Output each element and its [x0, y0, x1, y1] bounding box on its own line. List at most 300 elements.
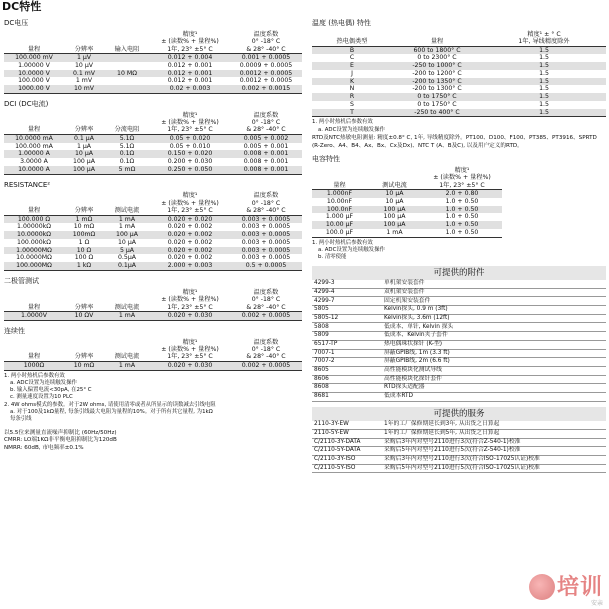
column-header: 测试电流 — [104, 192, 150, 215]
table-cell: 1.5 — [539, 85, 549, 93]
list-item — [312, 392, 606, 401]
item-description: 屏蔽GPIB线, 2m (6.6 ft) — [382, 358, 606, 367]
list-item — [312, 384, 606, 393]
footnote: 1. 两小时热机后参数有效 — [312, 119, 373, 126]
table-cell: 0.012 + 0.001 — [167, 77, 213, 85]
table-row — [312, 62, 606, 70]
table-cell: 100.000 mV — [4, 54, 64, 62]
table-cell: 1.0 + 0.50 — [445, 213, 479, 221]
footnote: a. ADC设置为连续触发操作 — [318, 126, 385, 133]
table-cell: -250 to 1000° C — [392, 62, 482, 70]
table-cell: 10 Ω — [64, 247, 104, 255]
table-row — [312, 101, 606, 109]
resistance-table — [4, 192, 302, 271]
column-header: 分流电阻 — [104, 112, 150, 135]
table-cell: 1.5 — [482, 109, 606, 117]
table-row — [4, 231, 302, 239]
list-item — [312, 306, 606, 315]
table-cell: 1.0 + 0.50 — [422, 221, 502, 229]
table-cell: 5 mΩ — [104, 166, 150, 174]
table-row — [312, 85, 606, 93]
table-row — [4, 143, 302, 151]
item-code: C/2110-5Y-DATA — [312, 447, 382, 456]
column-header: 温度系数 0° -18° C & 28° -40° C — [230, 289, 302, 312]
watermark-logo-icon — [529, 574, 555, 600]
table-cell: 1 mA — [118, 223, 136, 231]
item-description: 低成本RTD — [382, 392, 606, 401]
table-cell: 0 to 1750° C — [417, 100, 457, 108]
table-cell: 0.1 μA — [64, 134, 104, 142]
column-header: 温度系数 0° -18° C & 28° -40° C — [230, 112, 302, 135]
table-cell: 0.250 + 0.050 — [150, 166, 230, 174]
table-row — [312, 221, 502, 229]
column-header: 温度系数 0° -18° C & 28° -40° C — [230, 192, 302, 215]
table-cell: 0.003 + 0.0005 — [241, 254, 291, 262]
table-cell: 1 mA — [104, 312, 150, 321]
table-row — [312, 190, 502, 198]
table-cell: 0.1 mV — [64, 70, 104, 78]
list-item — [312, 288, 606, 297]
table-cell: 10 μA — [117, 238, 136, 246]
table-header-row — [312, 31, 606, 46]
table-cell: -250 to 400° C — [392, 109, 482, 117]
table-cell: 0.150 + 0.020 — [150, 150, 230, 158]
table-cell: 1 mA — [104, 361, 150, 370]
table-cell: 10 ΩV — [64, 312, 104, 321]
table-cell: 0.1Ω — [119, 158, 135, 166]
column-header: 测试电流 — [367, 167, 422, 190]
footnote: b. 清零使能 — [318, 254, 347, 261]
table-cell: 1.5 — [539, 100, 549, 108]
services-list — [312, 421, 606, 474]
table-cell: B — [312, 46, 392, 54]
item-description: 采购后3年内对型号2110进行3次(符合ISO-17025认证)校准 — [382, 455, 606, 464]
table-cell: 10.0000 V — [4, 70, 64, 78]
table-cell: 10.0000 A — [4, 166, 64, 174]
column-header: 量程 — [392, 31, 482, 46]
table-cell: 100 Ω — [74, 254, 94, 262]
footnote: a. ADC设置为连续触发操作 — [10, 379, 77, 386]
table-cell: 10 mΩ — [64, 361, 104, 370]
table-header-row — [4, 339, 302, 362]
table-cell: 0.020 + 0.030 — [150, 361, 230, 370]
item-description: 低成本、Kelvin夹子套件 — [382, 332, 606, 341]
table-row — [4, 254, 302, 262]
table-cell: 1.0 + 0.50 — [422, 229, 502, 237]
table-cell: T — [312, 109, 392, 117]
table-cell: 10 μV — [74, 61, 93, 69]
footnote: 1. 两小时热机后参数有效 — [312, 239, 373, 246]
item-description: 1年的工厂保修期延长到5年, 从出货之日算起 — [382, 429, 606, 438]
table-cell: 100mΩ — [64, 231, 104, 239]
table-row — [4, 239, 302, 247]
table-cell: 0.008 + 0.001 — [230, 166, 302, 174]
paragraph-line: 以5.5位来测量直流噪声抑制比 (60Hz/50Hz) — [4, 429, 117, 436]
table-cell: 100 μA — [73, 158, 95, 166]
column-header: 测试电流 — [104, 289, 150, 312]
table-cell: 0.1Ω — [104, 150, 150, 158]
table-cell: 10 mV — [64, 85, 104, 93]
table-cell: 0.008 + 0.001 — [230, 150, 302, 158]
column-header: 精度¹ ± (读数% + 量程%) 1年, 23° ±5° C — [422, 167, 502, 190]
item-description: 采购后5年内对型号2110进行5次(符合Z-540-1)校准 — [382, 447, 606, 456]
item-code: 4299-7 — [312, 297, 382, 306]
column-header: 温度系数 0° -18° C & 28° -40° C — [230, 339, 302, 362]
item-code: C/2110-5Y-ISO — [312, 464, 382, 473]
list-item — [312, 314, 606, 323]
table-cell: 10.00 μF — [312, 221, 367, 229]
table-cell: 0.003 + 0.0005 — [230, 215, 302, 223]
table-cell: 5 μA — [104, 247, 150, 255]
temp-section-title: 温度 (热电偶) 特性 — [312, 19, 371, 27]
table-cell: 0.0012 + 0.0005 — [230, 70, 302, 78]
footnote: 每条引线 — [10, 416, 32, 423]
services-heading: 可提供的服务 — [312, 407, 606, 421]
table-cell: 1 mA — [367, 229, 422, 237]
table-cell: 0.003 + 0.0005 — [230, 247, 302, 255]
table-cell: 2.0 + 0.80 — [422, 190, 502, 198]
table-row — [312, 54, 606, 62]
table-cell: 100.000 Ω — [4, 215, 64, 223]
table-cell: 0.012 + 0.004 — [150, 54, 230, 62]
table-cell: 100 μA — [367, 206, 422, 214]
table-cell: 0.020 + 0.002 — [167, 254, 213, 262]
table-cell: 0.020 + 0.002 — [167, 223, 213, 231]
table-cell: 100.0 μF — [312, 229, 367, 237]
table-cell: 1.00000MΩ — [4, 247, 64, 255]
column-header: 热电偶类型 — [312, 31, 392, 46]
table-cell: 0.05 + 0.010 — [169, 142, 211, 150]
list-item — [312, 349, 606, 358]
table-cell: S — [350, 100, 354, 108]
table-cell: J — [351, 69, 353, 77]
column-header: 精度¹ ± ° C 1年, 导线精度除外 — [482, 31, 606, 46]
footnote: a. ADC设置为连续触发操作 — [318, 246, 385, 253]
table-row — [4, 85, 302, 93]
table-cell: 100 μA — [104, 231, 150, 239]
table-row — [4, 54, 302, 62]
list-item — [312, 340, 606, 349]
table-cell: 1 mΩ — [64, 215, 104, 223]
left-footnotes — [4, 373, 302, 424]
table-cell: 0.5μA — [117, 254, 136, 262]
list-item — [312, 375, 606, 384]
table-cell: 100.000kΩ — [17, 238, 51, 246]
column-header: 精度¹ ± (读数% + 量程%) 1年, 23° ±5° C — [150, 192, 230, 215]
table-cell: 0.002 + 0.0015 — [230, 85, 302, 93]
table-cell: 1 kΩ — [64, 262, 104, 270]
table-header-row — [312, 167, 502, 190]
table-cell: 0.020 + 0.002 — [150, 231, 230, 239]
item-description: 单机架安装套件 — [382, 280, 606, 289]
table-cell: 1000Ω — [4, 361, 64, 370]
table-cell: 100 μA — [383, 213, 406, 221]
table-cell: 10 mΩ — [73, 223, 95, 231]
table-row — [4, 150, 302, 158]
continuity-table — [4, 339, 302, 371]
table-cell: 1.00000 V — [18, 61, 50, 69]
diode-section-title: 二极管测试 — [4, 276, 39, 285]
footnote: 1. 两小时热机后参数有效 — [4, 372, 65, 379]
table-cell: N — [349, 85, 355, 93]
thermocouple-table — [312, 31, 606, 118]
item-description: 采购后5年内对型号2110进行5次(符合ISO-17025认证)校准 — [382, 464, 606, 473]
table-cell: 1 μV — [64, 54, 104, 62]
item-description: 1年的工厂保修期延长到3年, 从出货之日算起 — [382, 421, 606, 430]
item-code: 6517-TP — [312, 340, 382, 349]
table-cell: 5.1Ω — [119, 142, 135, 150]
table-row — [312, 93, 606, 101]
table-cell: 0.200 + 0.030 — [167, 158, 213, 166]
table-cell: 0 to 1750° C — [392, 93, 482, 101]
table-cell: 0.020 + 0.002 — [150, 247, 230, 255]
column-header: 输入电阻 — [104, 31, 150, 54]
table-cell: 1.000nF — [312, 190, 367, 198]
list-item — [312, 280, 606, 289]
table-cell — [104, 85, 150, 93]
table-row — [4, 361, 302, 370]
table-cell: 1.5 — [539, 54, 549, 62]
column-header: 量程 — [312, 167, 367, 190]
dci-table — [4, 112, 302, 175]
table-cell: 100 μA — [367, 221, 422, 229]
list-item — [312, 358, 606, 367]
table-cell: 0.020 + 0.020 — [150, 215, 230, 223]
table-row — [4, 158, 302, 166]
table-cell: 0 to 2300° C — [417, 54, 457, 62]
table-cell: -200 to 1200° C — [412, 69, 462, 77]
table-row — [4, 77, 302, 85]
list-item — [312, 297, 606, 306]
table-cell: 1000.00 V — [4, 85, 64, 93]
item-description: 固定机架安装套件 — [382, 297, 606, 306]
item-code: 7007-1 — [312, 349, 382, 358]
table-cell: 0.002 + 0.0005 — [230, 361, 302, 370]
table-cell: 1.0 + 0.50 — [422, 206, 502, 214]
right-column — [312, 14, 606, 473]
table-cell: 1 mV — [75, 77, 93, 85]
table-cell: 0.02 + 0.003 — [150, 85, 230, 93]
table-cell: 1.0 + 0.50 — [445, 197, 479, 205]
item-code: 2110-3Y-EW — [312, 421, 382, 430]
table-row — [4, 166, 302, 174]
table-cell: 100.000MΩ — [4, 262, 64, 270]
column-header: 量程 — [4, 112, 64, 135]
table-cell: 1.00000 A — [4, 150, 64, 158]
table-cell: K — [312, 78, 392, 86]
item-description: 高性能模块化测试导线 — [382, 366, 606, 375]
table-cell: 3.0000 A — [20, 158, 48, 166]
table-row — [4, 262, 302, 270]
dci-section-title: DCI (DC电流) — [4, 99, 49, 108]
table-cell: C — [349, 54, 355, 62]
footnote: b. 输入偏置电流<30pA, 在25° C — [10, 387, 92, 394]
table-cell: 0.002 + 0.0005 — [230, 312, 302, 321]
item-code: 8605 — [312, 366, 382, 375]
table-cell: 10.0000MΩ — [16, 254, 52, 262]
table-cell — [104, 62, 150, 70]
item-code: 5805 — [312, 306, 382, 315]
table-cell: 600 to 1800° C — [392, 46, 482, 54]
item-description: 高性能模块化探针套件 — [382, 375, 606, 384]
item-code: C/2110-3Y-ISO — [312, 455, 382, 464]
table-cell: 10 μA — [64, 150, 104, 158]
table-cell: 0.05 + 0.020 — [150, 134, 230, 142]
table-row — [312, 229, 502, 237]
table-cell: 1 μA — [76, 142, 92, 150]
item-description: 低成本、单针, Kelvin 探头 — [382, 323, 606, 332]
table-cell: 2.000 + 0.003 — [150, 262, 230, 270]
item-code: 4299-4 — [312, 288, 382, 297]
table-row — [4, 70, 302, 78]
table-cell: 0.0012 + 0.0005 — [239, 77, 293, 85]
column-header: 分辨率 — [64, 112, 104, 135]
column-header: 分辨率 — [64, 339, 104, 362]
continuity-section-title: 连续性 — [4, 326, 25, 335]
table-cell: 100 μA — [64, 166, 104, 174]
cap-footnotes — [312, 240, 606, 262]
table-cell: 10.00nF — [326, 197, 353, 205]
list-item — [312, 323, 606, 332]
cap-section-title: 电容特性 — [312, 155, 340, 164]
table-cell: 1.5 — [539, 69, 549, 77]
list-item — [312, 464, 606, 473]
table-cell: 0.001 + 0.0005 — [230, 54, 302, 62]
table-cell: 0.005 + 0.002 — [230, 134, 302, 142]
dcv-section-title: DC电压 — [4, 19, 29, 27]
table-row — [312, 206, 502, 214]
table-row — [312, 213, 502, 221]
paragraph-line: NMRR: 60dB, 市电频率±0.1% — [4, 444, 84, 451]
noise-rejection-notes — [4, 430, 302, 453]
left-column — [4, 14, 302, 452]
item-code: C/2110-3Y-DATA — [312, 438, 382, 447]
table-cell: 100.000 V — [18, 77, 50, 85]
table-cell: 10.0000kΩ — [4, 231, 64, 239]
table-cell: -200 to 1350° C — [392, 78, 482, 86]
table-cell: 1 Ω — [78, 238, 90, 246]
accessories-heading: 可提供的附件 — [312, 266, 606, 280]
column-header: 精度¹ ± (读数% + 量程%) 1年, 23° ±5° C — [150, 339, 230, 362]
accessories-list — [312, 280, 606, 402]
table-header-row — [4, 192, 302, 215]
column-header: 精度¹ ± (读数% + 量程%) 1年, 23° ±5° C — [150, 112, 230, 135]
item-code: 5808 — [312, 323, 382, 332]
column-header: 分辨率 — [64, 192, 104, 215]
item-description: 采购后3年内对型号2110进行3次(符合Z-540-1)校准 — [382, 438, 606, 447]
table-row — [312, 46, 606, 54]
watermark-small-text: 安亲 — [590, 599, 603, 607]
footnote: a. 对于100及1kΩ量程, 每条引线最大电阻为量程的10%。对于所有其它量程, 为1kΩ — [10, 409, 213, 416]
table-cell: 0.5 + 0.0005 — [230, 262, 302, 270]
table-cell: 1.0000V — [4, 312, 64, 321]
table-cell: -200 to 1300° C — [412, 85, 462, 93]
res-section-title: RESISTANCE² — [4, 180, 51, 189]
table-row — [4, 215, 302, 223]
column-header: 分辨率 — [64, 289, 104, 312]
item-description: 热电偶珠状探针 (K-型) — [382, 340, 606, 349]
item-code: 2110-5Y-EW — [312, 429, 382, 438]
table-header-row — [4, 112, 302, 135]
column-header: 量程 — [4, 289, 64, 312]
temp-footnotes — [312, 119, 606, 134]
item-code: 4299-3 — [312, 280, 382, 289]
table-row — [4, 134, 302, 142]
table-row — [312, 78, 606, 86]
page-title: DC特性 — [2, 0, 42, 13]
table-cell — [104, 77, 150, 85]
list-item — [312, 366, 606, 375]
footnote: 2. 4W ohms模式的参数。对于2W ohms, 请使用清零或者从所显示的读数减去引线电阻 — [4, 401, 216, 408]
item-description: Kelvin探头, 0.9 m (3ft) — [382, 306, 606, 315]
list-item — [312, 429, 606, 438]
list-item — [312, 447, 606, 456]
watermark — [529, 574, 603, 607]
table-cell: 10 μA — [385, 197, 404, 205]
item-code: 7007-2 — [312, 358, 382, 367]
table-row — [4, 247, 302, 255]
table-cell: 0.0009 + 0.0005 — [239, 61, 293, 69]
column-header: 测试电流 — [104, 339, 150, 362]
item-code: 8606 — [312, 375, 382, 384]
column-header: 量程 — [4, 192, 64, 215]
table-cell — [104, 54, 150, 62]
item-code: 5809 — [312, 332, 382, 341]
table-cell: 1.5 — [482, 93, 606, 101]
item-description: Kelvin探头, 3.6m (12ft) — [382, 314, 606, 323]
table-header-row — [4, 31, 302, 54]
list-item — [312, 455, 606, 464]
item-description: RTD探头适配器 — [382, 384, 606, 393]
diode-table — [4, 289, 302, 321]
item-code: 8681 — [312, 392, 382, 401]
table-cell: 1.5 — [482, 62, 606, 70]
table-cell: 0.1μA — [104, 262, 150, 270]
table-cell: 10 MΩ — [104, 70, 150, 78]
table-cell: 0.003 + 0.0005 — [241, 238, 291, 246]
watermark-text: 培训 — [556, 574, 603, 600]
table-cell: 1.00000kΩ — [17, 223, 51, 231]
column-header: 精度¹ ± (读数% + 量程%) 1年, 23° ±5° C — [150, 289, 230, 312]
paragraph-line: CMRR: LO端1KΩ非平衡电阻抑制比为120dB — [4, 437, 117, 444]
column-header: 精度¹ ± (读数% + 量程%) 1年, 23° ±5° C — [150, 31, 230, 54]
column-header: 温度系数 0° -18° C & 28° -40° C — [230, 31, 302, 54]
table-row — [312, 109, 606, 117]
footnote: c. 测量速度设置为10 PLC — [10, 394, 73, 401]
table-header-row — [4, 289, 302, 312]
table-cell: 1 mA — [104, 215, 150, 223]
table-cell: 0.003 + 0.0005 — [230, 231, 302, 239]
table-cell: 100.0nF — [312, 206, 367, 214]
table-cell: 0.008 + 0.001 — [243, 158, 289, 166]
table-row — [312, 198, 502, 206]
table-row — [4, 223, 302, 231]
table-cell: E — [312, 62, 392, 70]
table-row — [4, 312, 302, 321]
table-cell: R — [312, 93, 392, 101]
table-row — [4, 62, 302, 70]
column-header: 分辨率 — [64, 31, 104, 54]
column-header: 量程 — [4, 31, 64, 54]
dcv-table — [4, 31, 302, 94]
table-cell: 100.000 mA — [15, 142, 53, 150]
table-cell: 0.005 + 0.001 — [243, 142, 289, 150]
table-row — [312, 70, 606, 78]
table-cell: 1.5 — [482, 46, 606, 54]
table-cell: 1.5 — [482, 78, 606, 86]
capacitance-table — [312, 167, 502, 238]
list-item — [312, 438, 606, 447]
